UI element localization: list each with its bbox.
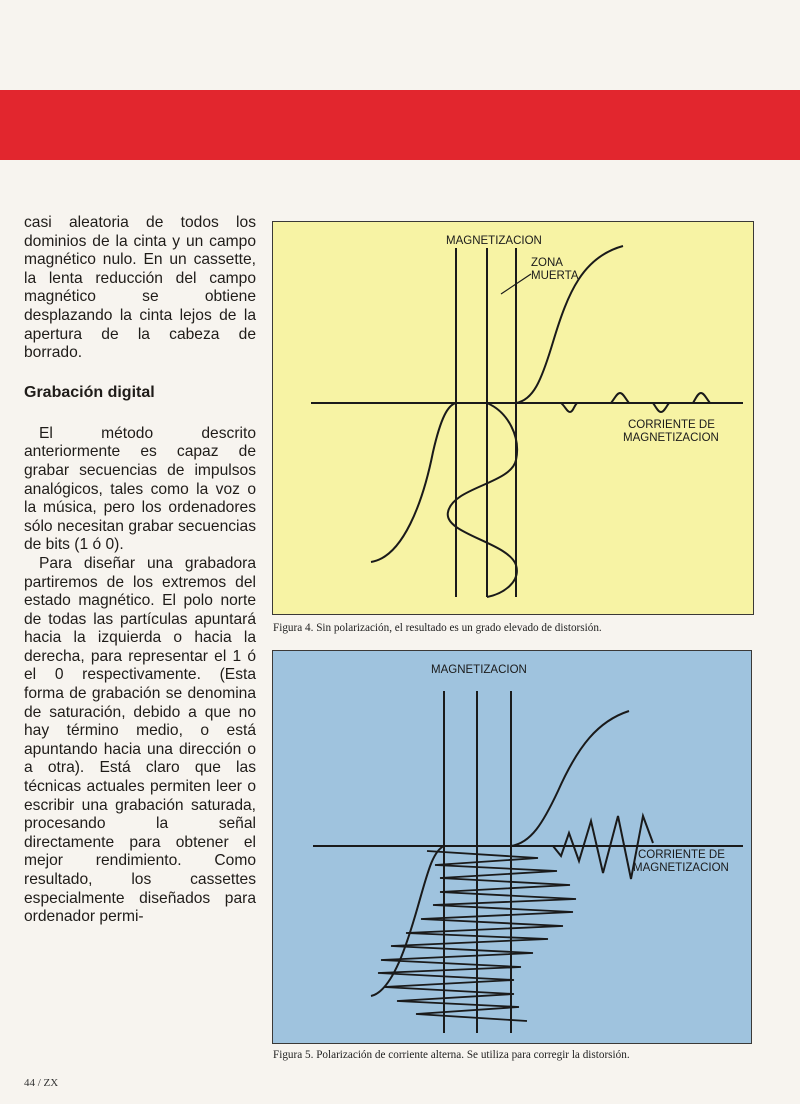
fig5-bias-zigzag (378, 851, 576, 1021)
figure-5-svg (273, 651, 751, 1043)
fig5-x-axis-label-1: CORRIENTE DE (638, 849, 725, 861)
text-column (24, 214, 256, 927)
page-folio: 44 / ZX (24, 1077, 59, 1089)
paragraph-design: Para diseñar una grabadora partiremos de los extremos del estado magnético. El polo norte de todas las partículas apuntará hacia la izquierda o hacia la derecha, para representar el 1 ó el 0 respectivamente. (Esta forma de grabación se denomina de saturación, debido a que no hay término medio, o está apuntando hacia una dirección o a otra). Está claro que las técnicas actuales permiten leer o escribir una grabación saturada, procesando la señal directamente para obtener el mejor rendimiento. Como resultado, los cassettes especialmente diseñados para ordenador permi- (24, 554, 256, 926)
fig4-x-axis-label-2: MAGNETIZACION (623, 432, 719, 444)
section-heading: Grabación digital (24, 383, 155, 401)
figure-5-diagram (272, 650, 752, 1044)
fig4-x-axis-label-1: CORRIENTE DE (628, 419, 715, 431)
figure-4-caption: Figura 4. Sin polarización, el resultado es un grado elevado de distorsión. (273, 622, 602, 634)
figure-4-svg (273, 222, 753, 614)
fig5-x-axis-label-2: MAGNETIZACION (633, 862, 729, 874)
fig5-transfer-curve (371, 711, 629, 996)
fig4-input-wave (448, 403, 517, 597)
paragraph-method: El método descrito anteriormente es capaz de grabar secuencias de impulsos analógicos, tales como la voz o la música, pero los ordenadores sólo necesitan grabar secuencias de bits (1 ó 0). (24, 424, 256, 554)
fig4-output-bump-4 (693, 393, 710, 403)
fig4-output-bump-3 (653, 403, 669, 412)
red-header-band (0, 90, 800, 160)
paragraph-intro: casi aleatoria de todos los dominios de la cinta y un campo magnético nulo. En un cassette, la lenta reducción del campo magnético se obtiene desplazando la cinta lejos de la apertura de la cabeza de borrado. (24, 214, 256, 362)
fig4-output-bump-2 (611, 393, 629, 403)
fig4-y-axis-label: MAGNETIZACION (446, 235, 542, 247)
fig4-dead-zone-label-1: ZONA (531, 257, 563, 269)
figure-4-diagram (272, 221, 754, 615)
fig5-y-axis-label: MAGNETIZACION (431, 664, 527, 676)
fig4-output-bump-1 (561, 403, 577, 412)
fig4-dead-zone-label-2: MUERTA (531, 270, 579, 282)
figure-5-caption: Figura 5. Polarización de corriente alterna. Se utiliza para corregir la distorsión. (273, 1049, 630, 1061)
